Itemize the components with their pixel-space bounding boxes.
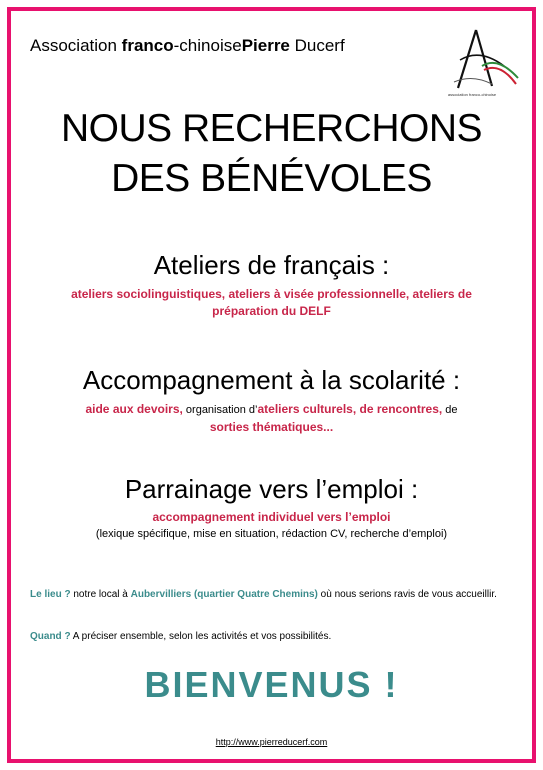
lieu-text-2: où nous serions ravis de vous accueillir. (317, 589, 497, 600)
scolarite-seg-3: ateliers culturels, de rencontres, (257, 402, 443, 416)
quand-text: A préciser ensemble, selon les activités et vos possibilités. (70, 631, 332, 642)
scolarite-line-2: sorties thématiques... (209, 420, 334, 434)
title-line-2: DES BÉNÉVOLES (111, 157, 432, 200)
lieu-place: Aubervilliers (quartier Quatre Chemins) (130, 589, 318, 600)
ateliers-detail-line-2: préparation du DELF (212, 304, 331, 318)
section-detail-ateliers (30, 286, 513, 320)
emploi-detail-text: accompagnement individuel vers l’emploi (152, 510, 391, 524)
lieu-text-1: notre local à (70, 589, 131, 600)
logo-caption: association franco-chinoise (447, 92, 497, 97)
pierre-ducerf-logo-icon (432, 26, 524, 98)
scolarite-seg-4: de (442, 404, 458, 416)
section-heading-ateliers: Ateliers de français : (153, 250, 390, 280)
section-heading-emploi: Parrainage vers l’emploi : (124, 474, 419, 504)
website-link[interactable]: http://www.pierreducerf.com (215, 737, 328, 747)
page-title (0, 104, 543, 204)
association-bold-pierre: Pierre (241, 36, 290, 55)
ateliers-detail-line-1: ateliers sociolinguistiques, ateliers à visée professionnelle, ateliers de (71, 287, 472, 301)
lieu-info (30, 588, 516, 602)
title-line-1: NOUS RECHERCHONS (60, 107, 483, 150)
quand-label: Quand ? (30, 631, 71, 642)
section-heading-scolarite: Accompagnement à la scolarité : (82, 365, 461, 395)
scolarite-seg-2: organisation d’ (182, 404, 258, 416)
association-name (30, 36, 345, 56)
section-detail-scolarite (30, 401, 513, 436)
association-prefix: Association (30, 36, 122, 55)
scolarite-seg-1: aide aux devoirs, (85, 402, 183, 416)
emploi-detail-line-2: (lexique spécifique, mise en situation, rédaction CV, recherche d’emploi) (95, 528, 448, 540)
lieu-label: Le lieu ? (30, 589, 71, 600)
association-suffix: Ducerf (289, 36, 345, 55)
quand-info (30, 630, 516, 644)
association-bold-franco: franco (121, 36, 174, 55)
welcome-banner: BIENVENUS ! (144, 664, 399, 705)
emploi-detail-line-1 (0, 509, 543, 526)
association-middle: -chinoise (173, 36, 242, 55)
